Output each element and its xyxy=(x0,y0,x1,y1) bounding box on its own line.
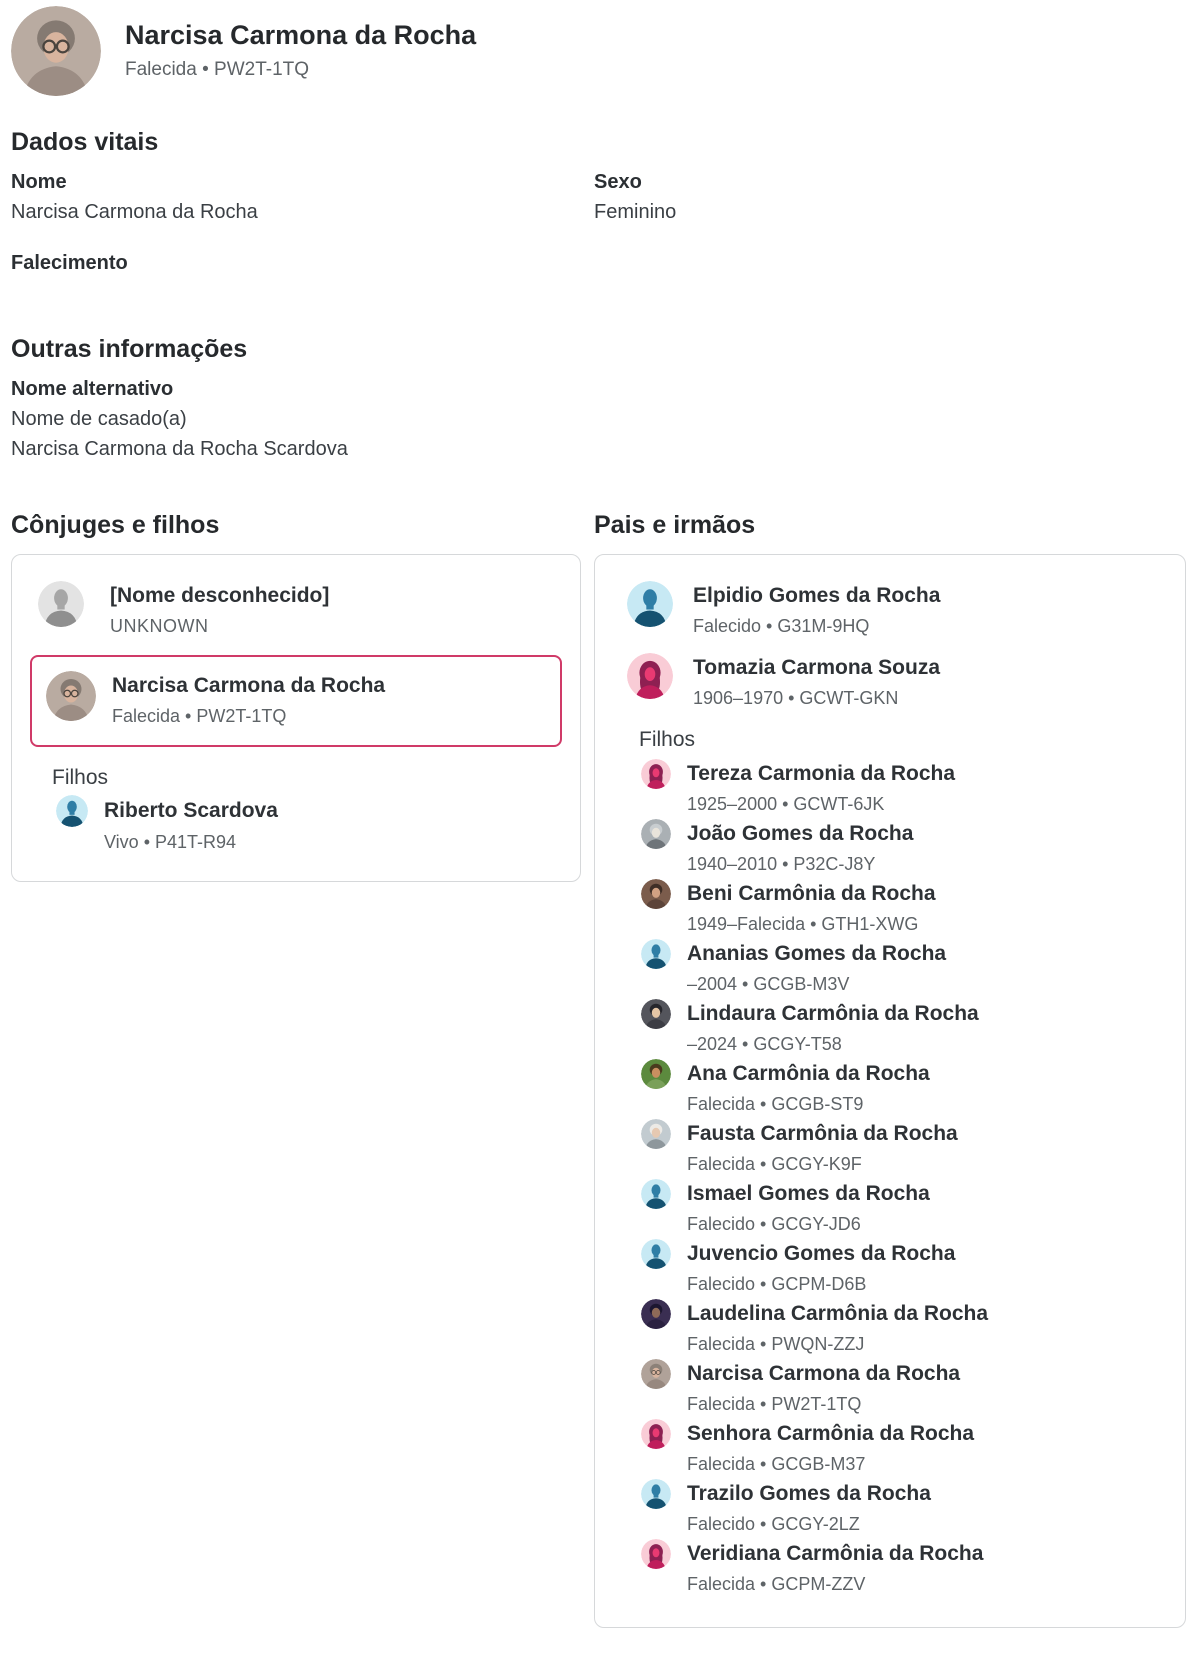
person-avatar xyxy=(641,1299,671,1329)
field-value xyxy=(11,279,594,289)
list-item[interactable] xyxy=(641,879,1169,939)
person-name: Veridiana Carmônia da Rocha xyxy=(687,1542,984,1565)
person-details: Falecido • G31M-9HQ xyxy=(693,616,870,636)
person-avatar xyxy=(641,1119,671,1149)
person-avatar xyxy=(641,939,671,969)
person-details: 1906–1970 • GCWT-GKN xyxy=(693,688,899,708)
person-name: Juvencio Gomes da Rocha xyxy=(687,1242,956,1265)
list-item[interactable] xyxy=(641,1419,1169,1479)
person-details: Falecida • GCPM-ZZV xyxy=(687,1574,866,1594)
children-list xyxy=(28,795,566,857)
person-details: Falecida • GCGB-M37 xyxy=(687,1454,866,1474)
page-title: Narcisa Carmona da Rocha xyxy=(125,20,477,51)
person-name: [Nome desconhecido] xyxy=(110,584,330,607)
person-avatar xyxy=(641,759,671,789)
parents-list xyxy=(617,581,1169,713)
field-label: Nome xyxy=(11,171,67,193)
profile-photo[interactable] xyxy=(11,6,101,96)
header-text xyxy=(125,21,476,81)
list-item[interactable] xyxy=(641,819,1169,879)
vital-field-sexo xyxy=(594,171,1186,226)
list-item[interactable] xyxy=(641,1359,1169,1419)
vital-field-nome xyxy=(11,171,594,226)
field-value: Narcisa Carmona da Rocha xyxy=(11,201,258,223)
person-details: –2024 • GCGY-T58 xyxy=(687,1034,842,1054)
person-name: Ananias Gomes da Rocha xyxy=(687,942,947,965)
alt-name-type: Nome de casado(a) xyxy=(11,408,187,430)
parents-section xyxy=(594,511,1186,1628)
person-name: Ismael Gomes da Rocha xyxy=(687,1182,930,1205)
person-name: Trazilo Gomes da Rocha xyxy=(687,1482,931,1505)
alt-name-value: Narcisa Carmona da Rocha Scardova xyxy=(11,438,348,460)
list-item[interactable] xyxy=(627,653,1169,713)
person-name: Elpidio Gomes da Rocha xyxy=(693,584,941,607)
list-item[interactable] xyxy=(641,1539,1169,1599)
person-details: 1940–2010 • P32C-J8Y xyxy=(687,854,876,874)
person-avatar xyxy=(641,879,671,909)
person-name: Fausta Carmônia da Rocha xyxy=(687,1122,958,1145)
list-item[interactable] xyxy=(641,759,1169,819)
person-details: Falecido • GCGY-2LZ xyxy=(687,1514,860,1534)
person-details: Falecida • PW2T-1TQ xyxy=(112,706,287,726)
person-details: Falecido • GCPM-D6B xyxy=(687,1274,867,1294)
spouses-section xyxy=(11,511,581,882)
person-avatar xyxy=(641,819,671,849)
person-avatar xyxy=(56,795,88,827)
person-name: Tomazia Carmona Souza xyxy=(693,656,940,679)
person-details: Falecida • PWQN-ZZJ xyxy=(687,1334,865,1354)
person-avatar xyxy=(641,1539,671,1569)
person-name: João Gomes da Rocha xyxy=(687,822,914,845)
field-label: Sexo xyxy=(594,171,642,193)
vital-field-falecimento xyxy=(11,252,594,289)
person-avatar xyxy=(641,1479,671,1509)
list-item[interactable] xyxy=(641,999,1169,1059)
family-columns xyxy=(11,511,1186,1628)
person-details: Falecida • GCGY-K9F xyxy=(687,1154,862,1174)
person-avatar xyxy=(641,999,671,1029)
other-info-title: Outras informações xyxy=(11,335,248,363)
list-item[interactable] xyxy=(641,1059,1169,1119)
person-header xyxy=(11,6,1186,96)
person-name: Beni Carmônia da Rocha xyxy=(687,882,936,905)
parents-title: Pais e irmãos xyxy=(594,511,756,539)
person-name: Ana Carmônia da Rocha xyxy=(687,1062,930,1085)
person-avatar xyxy=(641,1419,671,1449)
parents-card xyxy=(594,554,1186,1628)
list-item[interactable] xyxy=(641,1239,1169,1299)
vitals-grid xyxy=(11,171,1186,289)
list-item[interactable] xyxy=(641,1479,1169,1539)
person-name: Senhora Carmônia da Rocha xyxy=(687,1422,975,1445)
other-info-section xyxy=(11,335,1186,463)
person-name: Tereza Carmonia da Rocha xyxy=(687,762,956,785)
person-name: Laudelina Carmônia da Rocha xyxy=(687,1302,989,1325)
person-avatar xyxy=(641,1359,671,1389)
person-details: 1949–Falecida • GTH1-XWG xyxy=(687,914,919,934)
person-details: Falecida • GCGB-ST9 xyxy=(687,1094,864,1114)
person-name: Narcisa Carmona da Rocha xyxy=(112,674,386,697)
focus-person-box[interactable] xyxy=(30,655,562,747)
person-details: 1925–2000 • GCWT-6JK xyxy=(687,794,885,814)
spouses-card xyxy=(11,554,581,882)
person-avatar xyxy=(627,653,673,699)
person-details: –2004 • GCGB-M3V xyxy=(687,974,850,994)
field-value: Feminino xyxy=(594,201,677,223)
children-label: Filhos xyxy=(52,766,109,789)
person-avatar xyxy=(641,1179,671,1209)
list-item[interactable] xyxy=(641,939,1169,999)
person-name: Riberto Scardova xyxy=(104,799,278,822)
siblings-label: Filhos xyxy=(639,728,696,751)
spouses-title: Cônjuges e filhos xyxy=(11,511,220,539)
vitals-title: Dados vitais xyxy=(11,128,159,156)
person-details: Falecida • PW2T-1TQ xyxy=(687,1394,862,1414)
alt-name-label: Nome alternativo xyxy=(11,378,174,400)
spouse-row[interactable] xyxy=(38,581,566,641)
list-item[interactable] xyxy=(641,1299,1169,1359)
unknown-person-icon xyxy=(38,581,84,627)
person-photo xyxy=(46,671,96,721)
siblings-list xyxy=(617,759,1169,1599)
person-details: Falecido • GCGY-JD6 xyxy=(687,1214,861,1234)
person-details: Vivo • P41T-R94 xyxy=(104,832,237,852)
list-item[interactable] xyxy=(56,795,566,857)
field-label: Falecimento xyxy=(11,252,128,274)
list-item[interactable] xyxy=(627,581,1169,641)
person-avatar xyxy=(641,1239,671,1269)
person-details: UNKNOWN xyxy=(110,616,209,636)
person-avatar xyxy=(641,1059,671,1089)
vitals-section xyxy=(11,128,1186,289)
person-name: Lindaura Carmônia da Rocha xyxy=(687,1002,979,1025)
person-name: Narcisa Carmona da Rocha xyxy=(687,1362,961,1385)
person-avatar xyxy=(627,581,673,627)
list-item[interactable] xyxy=(641,1179,1169,1239)
person-status-id: Falecida • PW2T-1TQ xyxy=(125,58,310,80)
list-item[interactable] xyxy=(641,1119,1169,1179)
